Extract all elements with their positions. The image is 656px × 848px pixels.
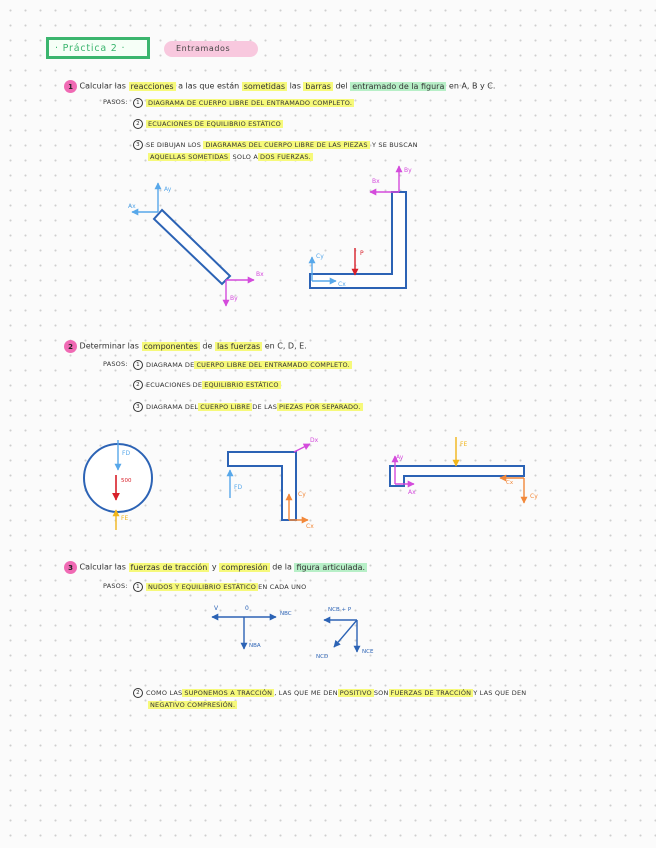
label-ay: Ay (164, 186, 172, 193)
step-highlight: NEGATIVO COMPRESIÓN. (150, 701, 236, 709)
label-bx2: Bx (372, 178, 380, 185)
step-text: COMO LAS (146, 689, 183, 697)
problem-2-pasos-label: PASOS: (103, 360, 128, 368)
step-number: 1 (133, 582, 143, 592)
step-number: 1 (133, 360, 143, 370)
label-fd2: FD (234, 484, 243, 491)
problem-2-step-2 (133, 380, 281, 390)
statement-highlight: fuerzas de tracción (130, 562, 208, 572)
problem-2-step-3 (133, 402, 363, 412)
label-cx2: Cx (506, 480, 514, 486)
step-text: DE LAS (252, 403, 278, 411)
step-highlight: SUPONEMOS A TRACCIÓN (184, 689, 273, 697)
statement-text: las (287, 81, 304, 91)
label-ax: Ax (128, 203, 136, 210)
statement-text: a las que están (175, 81, 242, 91)
statement-highlight: reacciones (130, 81, 174, 91)
problem-2-step-1 (133, 360, 352, 370)
label-ncbp: NCB + P (328, 607, 352, 613)
label-cy: Cy (316, 253, 324, 260)
arrow-ncd (334, 620, 357, 647)
page-title: · Práctica 2 · (55, 43, 126, 54)
statement-text: y (209, 562, 220, 572)
step-highlight: CUERPO LIBRE DEL ENTRAMADO COMPLETO. (196, 361, 350, 369)
step-text: DIAGRAMA DE (146, 361, 195, 369)
step-highlight: EQUILIBRIO ESTÁTICO (204, 381, 279, 389)
statement-highlight: barras (305, 81, 331, 91)
label-by2: By (404, 167, 412, 174)
step-text: DIAGRAMA DEL (146, 403, 199, 411)
label-zero: 0 (245, 605, 249, 612)
problem-1-number: 1 (64, 80, 77, 93)
step-text: SON (373, 689, 389, 697)
step-number: 3 (133, 402, 143, 412)
label-w: 500 (121, 478, 132, 484)
statement-highlight: entramado de la figura (352, 81, 445, 91)
label-ncd: NCD (316, 654, 329, 660)
statement-text: en A, B y C. (446, 81, 496, 91)
step-number: 1 (133, 98, 143, 108)
step-text: ECUACIONES DE (146, 381, 203, 389)
label-cy: Cy (298, 491, 306, 498)
statement-text: en C, D, E. (262, 341, 307, 351)
problem-3-step-1 (133, 582, 306, 592)
step-highlight: NUDOS Y EQUILIBRIO ESTÁTICO (148, 583, 257, 591)
label-dx: Dx (310, 437, 319, 444)
step-highlight: ECUACIONES DE EQUILIBRIO ESTÁTICO (148, 120, 281, 128)
label-fe: FE (121, 515, 129, 522)
statement-highlight: compresión (221, 562, 268, 572)
label-cy2: Cy (530, 493, 538, 500)
step-text: , LAS QUE ME DEN (274, 689, 338, 697)
problem-2-number: 2 (64, 340, 77, 353)
step-text: Y LAS QUE DEN (473, 689, 527, 697)
label-fd: FD (122, 450, 131, 457)
step-highlight: CUERPO LIBRE (200, 403, 251, 411)
step-highlight: AQUELLAS SOMETIDAS (150, 153, 229, 161)
label-nba: NBA (249, 643, 261, 649)
statement-text: Calcular las (79, 81, 129, 91)
label-nce: NCE (362, 649, 374, 655)
step-highlight: DIAGRAMA DE CUERPO LIBRE DEL ENTRAMADO COMPLETO. (148, 99, 353, 107)
problem-2-statement (64, 340, 307, 353)
problem-3-statement (64, 561, 367, 574)
step-text: SE DIBUJAN LOS (146, 141, 202, 149)
label-ay: Ay (396, 454, 404, 461)
step-text: SOLO A (232, 153, 259, 161)
statement-highlight: figura articulada. (296, 562, 366, 572)
step-highlight: DIAGRAMAS DEL CUERPO LIBRE DE LAS PIEZAS (205, 141, 368, 149)
problem-3-step-2 (133, 688, 526, 698)
problem-3-pasos-label: PASOS: (103, 582, 128, 590)
step-highlight: PIEZAS POR SEPARADO. (279, 403, 361, 411)
step-highlight: FUERZAS DE TRACCIÓN (390, 689, 472, 697)
step-number: 2 (133, 380, 143, 390)
statement-text: Calcular las (79, 562, 129, 572)
p1-l-frame (310, 192, 406, 288)
arrow-dx (294, 444, 310, 452)
step-text: EN CADA UNO (258, 583, 307, 591)
statement-highlight: componentes (143, 341, 198, 351)
p2-beam (390, 466, 524, 486)
statement-highlight: sometidas (243, 81, 286, 91)
label-nbc: NBC (280, 611, 292, 617)
step-highlight: DOS FUERZAS. (260, 153, 311, 161)
statement-text: Determinar las (79, 341, 142, 351)
label-fe2: FE (460, 441, 468, 448)
step-number: 3 (133, 140, 143, 150)
step-highlight: POSITIVO (339, 689, 372, 697)
problem-3-step-2-cont (148, 701, 237, 709)
label-by: By (230, 295, 238, 302)
p1-diagonal-bar (154, 210, 230, 284)
label-p: P (360, 250, 364, 257)
problem-3-number: 3 (64, 561, 77, 574)
label-v: V (214, 605, 219, 612)
statement-highlight: las fuerzas (216, 341, 261, 351)
step-number: 2 (133, 688, 143, 698)
label-cx: Cx (306, 523, 314, 530)
label-cx: Cx (338, 281, 346, 288)
topic-tag-label: Entramados (176, 44, 231, 53)
statement-text: de (199, 341, 215, 351)
label-bx: Bx (256, 271, 264, 278)
statement-text: del (332, 81, 351, 91)
step-number: 2 (133, 119, 143, 129)
statement-text: de la (269, 562, 295, 572)
step-text: Y SE BUSCAN (371, 141, 418, 149)
label-ax: Ax (408, 489, 416, 496)
problem-1-pasos-label: PASOS: (103, 98, 128, 106)
